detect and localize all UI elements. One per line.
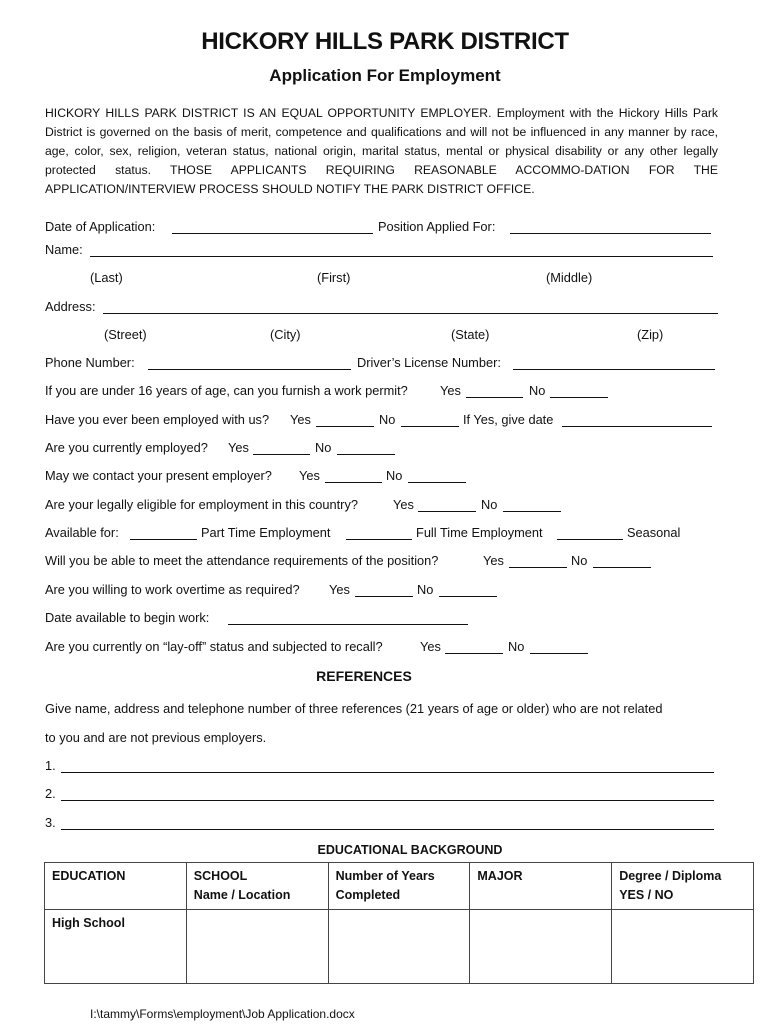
- overtime-yes-field[interactable]: [355, 596, 413, 597]
- under16-yes-label: Yes: [440, 383, 461, 398]
- legally-eligible-yes-label: Yes: [393, 497, 414, 512]
- overtime-yes-label: Yes: [329, 582, 350, 597]
- attendance-no-field[interactable]: [593, 567, 651, 568]
- under16-yes-field[interactable]: [466, 397, 523, 398]
- overtime-no-field[interactable]: [439, 596, 497, 597]
- currently-employed-yes-field[interactable]: [253, 454, 310, 455]
- reference-3-label: 3.: [45, 815, 56, 830]
- contact-employer-no-label: No: [386, 468, 403, 483]
- drivers-license-field[interactable]: [513, 369, 715, 370]
- education-level-cell: High School: [45, 910, 187, 984]
- date-available-label: Date available to begin work:: [45, 610, 210, 625]
- employed-with-us-no-label: No: [379, 412, 396, 427]
- attendance-no-label: No: [571, 553, 588, 568]
- full-time-label: Full Time Employment: [416, 525, 543, 540]
- overtime-no-label: No: [417, 582, 434, 597]
- attendance-yes-label: Yes: [483, 553, 504, 568]
- years-cell[interactable]: [328, 910, 470, 984]
- currently-employed-no-field[interactable]: [337, 454, 395, 455]
- contact-employer-question: May we contact your present employer?: [45, 468, 272, 483]
- eeo-statement: HICKORY HILLS PARK DISTRICT IS AN EQUAL OPPORTUNITY EMPLOYER. Employment with the Hickory Hills Park District is governed on the basis of merit, competence and qualifications and will not be influenced in any manner by race, age, color, sex, religion, veteran status, national origin, marital status, mental or physical disability or any other legally protected status. THOSE APPLICANTS REQUIRING REASONABLE ACCOMMO-DATION FOR THE APPLICATION/INTERVIEW PROCESS SHOULD NOTIFY THE PARK DISTRICT OFFICE.: [45, 106, 718, 196]
- major-cell[interactable]: [470, 910, 612, 984]
- contact-employer-yes-field[interactable]: [325, 482, 382, 483]
- layoff-no-label: No: [508, 639, 525, 654]
- if-yes-date-field[interactable]: [562, 426, 712, 427]
- reference-2-label: 2.: [45, 786, 56, 801]
- date-of-application-label: Date of Application:: [45, 219, 156, 234]
- legally-eligible-yes-field[interactable]: [418, 511, 476, 512]
- major-col-header: MAJOR: [470, 863, 612, 910]
- currently-employed-yes-label: Yes: [228, 440, 249, 455]
- part-time-label: Part Time Employment: [201, 525, 331, 540]
- degree-cell[interactable]: [612, 910, 754, 984]
- document-title: HICKORY HILLS PARK DISTRICT: [201, 28, 569, 55]
- phone-field[interactable]: [148, 369, 351, 370]
- attendance-question: Will you be able to meet the attendance requirements of the position?: [45, 553, 439, 568]
- address-field[interactable]: [103, 313, 718, 314]
- reference-1-field[interactable]: [61, 772, 714, 773]
- currently-employed-no-label: No: [315, 440, 332, 455]
- layoff-yes-label: Yes: [420, 639, 441, 654]
- name-label: Name:: [45, 242, 83, 257]
- degree-col-header: Degree / Diploma YES / NO: [612, 863, 754, 910]
- contact-employer-yes-label: Yes: [299, 468, 320, 483]
- under16-question: If you are under 16 years of age, can you furnish a work permit?: [45, 383, 408, 398]
- layoff-question: Are you currently on “lay-off” status and subjected to recall?: [45, 639, 383, 654]
- education-header-row: [45, 863, 754, 910]
- years-col-header: Number of Years Completed: [328, 863, 470, 910]
- position-applied-label: Position Applied For:: [378, 219, 496, 234]
- addr-city-caption: (City): [270, 327, 301, 342]
- legally-eligible-no-field[interactable]: [503, 511, 561, 512]
- overtime-question: Are you willing to work overtime as required?: [45, 582, 300, 597]
- education-col-header: EDUCATION: [45, 863, 187, 910]
- name-field[interactable]: [90, 256, 713, 257]
- addr-state-caption: (State): [451, 327, 490, 342]
- seasonal-label: Seasonal: [627, 525, 681, 540]
- position-applied-field[interactable]: [510, 233, 711, 234]
- school-col-header: SCHOOL Name / Location: [186, 863, 328, 910]
- phone-label: Phone Number:: [45, 355, 135, 370]
- employed-with-us-no-field[interactable]: [401, 426, 459, 427]
- if-yes-date-label: If Yes, give date: [463, 412, 554, 427]
- name-middle-caption: (Middle): [546, 270, 593, 285]
- legally-eligible-question: Are your legally eligible for employment in this country?: [45, 497, 358, 512]
- employed-with-us-yes-label: Yes: [290, 412, 311, 427]
- legally-eligible-no-label: No: [481, 497, 498, 512]
- part-time-field[interactable]: [130, 539, 197, 540]
- layoff-yes-field[interactable]: [445, 653, 503, 654]
- file-path-footer: I:\tammy\Forms\employment\Job Application.docx: [90, 1007, 355, 1021]
- available-for-label: Available for:: [45, 525, 119, 540]
- reference-1-label: 1.: [45, 758, 56, 773]
- name-first-caption: (First): [317, 270, 351, 285]
- address-label: Address:: [45, 299, 96, 314]
- seasonal-field[interactable]: [557, 539, 623, 540]
- references-instruction-2: to you and are not previous employers.: [45, 730, 267, 745]
- references-instruction-1: Give name, address and telephone number of three references (21 years of age or older) who are not related: [45, 701, 663, 716]
- full-time-field[interactable]: [346, 539, 412, 540]
- date-of-application-field[interactable]: [172, 233, 373, 234]
- school-cell[interactable]: [186, 910, 328, 984]
- currently-employed-question: Are you currently employed?: [45, 440, 208, 455]
- contact-employer-no-field[interactable]: [408, 482, 466, 483]
- name-last-caption: (Last): [90, 270, 123, 285]
- references-heading: REFERENCES: [316, 668, 412, 684]
- education-table: [44, 862, 754, 984]
- employed-with-us-yes-field[interactable]: [316, 426, 374, 427]
- education-heading: EDUCATIONAL BACKGROUND: [317, 843, 503, 857]
- under16-no-label: No: [529, 383, 546, 398]
- education-row-high-school: [45, 910, 754, 984]
- layoff-no-field[interactable]: [530, 653, 588, 654]
- document-subtitle: Application For Employment: [269, 66, 501, 85]
- attendance-yes-field[interactable]: [509, 567, 567, 568]
- reference-2-field[interactable]: [61, 800, 714, 801]
- addr-street-caption: (Street): [104, 327, 147, 342]
- addr-zip-caption: (Zip): [637, 327, 664, 342]
- reference-3-field[interactable]: [61, 829, 714, 830]
- drivers-license-label: Driver’s License Number:: [357, 355, 501, 370]
- employed-with-us-question: Have you ever been employed with us?: [45, 412, 270, 427]
- date-available-field[interactable]: [228, 624, 468, 625]
- under16-no-field[interactable]: [550, 397, 608, 398]
